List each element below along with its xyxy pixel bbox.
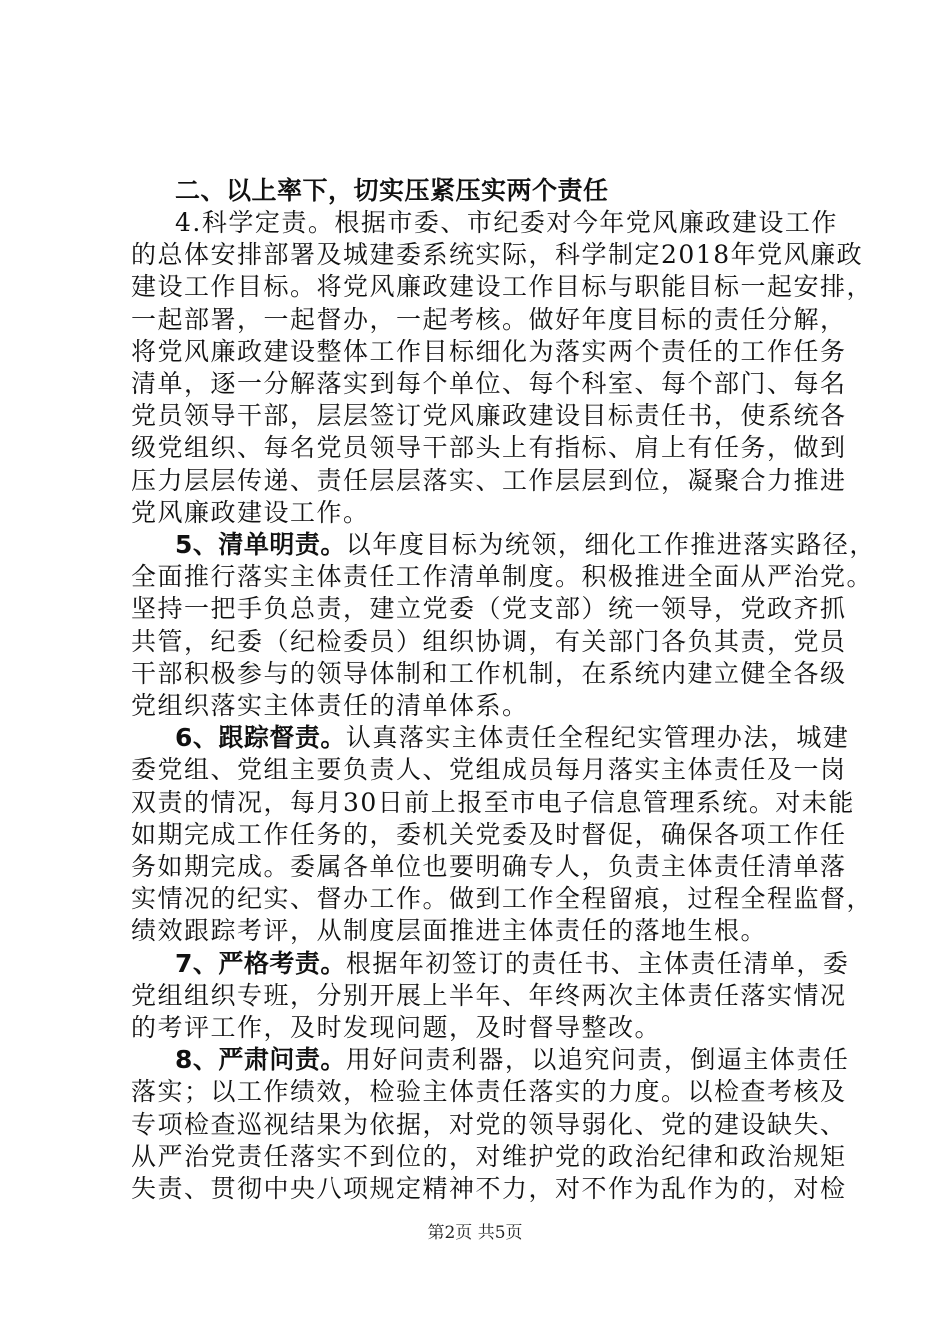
paragraph-line [131, 915, 831, 947]
paragraph-line [131, 754, 847, 786]
paragraph-line [131, 432, 847, 464]
paragraph-text: 的考评工作，及时发现问题，及时督导整改。 [131, 1013, 662, 1043]
paragraph-text: 党组组织专班，分别开展上半年、年终两次主体责任落实情况 [131, 980, 847, 1010]
paragraph-text: 如期完成工作任务的，委机关党委及时督促，确保各项工作任 [131, 819, 847, 849]
paragraph-text: 4.科学定责。根据市委、市纪委对今年党风廉政建设工作 [175, 208, 838, 237]
paragraph-line [131, 1141, 847, 1173]
paragraph-text: 双责的情况，每月30日前上报至市电子信息管理系统。对未能 [131, 787, 855, 817]
paragraph-text: 以年度目标为统领，细化工作推进落实路径， [345, 530, 876, 560]
paragraph-line [131, 497, 831, 529]
paragraph-text: 务如期完成。委属各单位也要明确专人，负责主体责任清单落 [131, 852, 847, 882]
paragraph-text: 干部积极参与的领导体制和工作机制，在系统内建立健全各级 [131, 658, 847, 688]
paragraph-text: 绩效跟踪考评，从制度层面推进主体责任的落地生根。 [131, 916, 768, 946]
paragraph-text: 党员领导干部，层层签订党风廉政建设目标责任书，使系统各 [131, 401, 847, 431]
paragraph-line [131, 690, 831, 722]
paragraph-line [131, 465, 847, 497]
document-body [131, 174, 876, 1205]
paragraph-line [131, 787, 855, 819]
paragraph-text: 认真落实主体责任全程纪实管理办法，城建 [345, 723, 850, 753]
paragraph-line [131, 529, 876, 561]
paragraph-text: 共管，纪委（纪检委员）组织协调，有关部门各负其责，党员 [131, 626, 847, 656]
paragraph-line [131, 883, 874, 915]
paragraph-line [131, 819, 847, 851]
paragraph-line [131, 1109, 847, 1141]
paragraph-line [131, 239, 864, 271]
paragraph-lead: 6、跟踪督责。 [175, 723, 346, 753]
paragraph-line [131, 1076, 847, 1108]
page-footer: 第2页 共5页 [427, 1223, 523, 1243]
paragraph-text: 委党组、党组主要负责人、党组成员每月落实主体责任及一岗 [131, 755, 847, 785]
paragraph-line [131, 980, 847, 1012]
paragraph-list [131, 207, 876, 1205]
paragraph-line [131, 1173, 847, 1205]
paragraph-text: 全面推行落实主体责任工作清单制度。积极推进全面从严治党。 [131, 562, 874, 592]
paragraph-text: 用好问责利器，以追究问责，倒逼主体责任 [345, 1045, 850, 1075]
paragraph-line [131, 722, 850, 754]
paragraph-text: 的总体安排部署及城建委系统实际，科学制定2018年党风廉政 [131, 240, 864, 270]
paragraph-text: 党风廉政建设工作。 [131, 497, 370, 527]
paragraph-text: 落实；以工作绩效，检验主体责任落实的力度。以检查考核及 [131, 1077, 847, 1107]
paragraph-line [131, 304, 847, 336]
paragraph-line [131, 1012, 831, 1044]
paragraph-text: 从严治党责任落实不到位的，对维护党的政治纪律和政治规矩 [131, 1141, 847, 1171]
paragraph-text: 将党风廉政建设整体工作目标细化为落实两个责任的工作任务 [131, 336, 847, 366]
paragraph-text: 压力层层传递、责任层层落实、工作层层到位，凝聚合力推进 [131, 465, 847, 495]
paragraph-line [131, 593, 847, 625]
paragraph-line [131, 336, 847, 368]
paragraph-line [131, 1044, 850, 1076]
section-heading: 二、以上率下，切实压紧压实两个责任 [175, 176, 609, 205]
paragraph-lead: 7、严格考责。 [175, 948, 346, 978]
paragraph-text: 建设工作目标。将党风廉政建设工作目标与职能目标一起安排， [131, 272, 874, 302]
paragraph-text: 实情况的纪实、督办工作。做到工作全程留痕，过程全程监督， [131, 884, 874, 914]
paragraph-line [131, 271, 874, 303]
paragraph [131, 529, 876, 722]
paragraph-text: 根据年初签订的责任书、主体责任清单，委 [345, 948, 850, 978]
paragraph [131, 948, 850, 1045]
paragraph-text: 专项检查巡视结果为依据，对党的领导弱化、党的建设缺失、 [131, 1109, 847, 1139]
paragraph-line [131, 626, 847, 658]
paragraph-line [131, 368, 847, 400]
paragraph-text: 一起部署，一起督办，一起考核。做好年度目标的责任分解， [131, 304, 847, 334]
paragraph-text: 失责、贯彻中央八项规定精神不力，对不作为乱作为的，对检 [131, 1174, 847, 1204]
paragraph-lead: 5、清单明责。 [175, 530, 346, 560]
paragraph-text: 级党组织、每名党员领导干部头上有指标、肩上有任务，做到 [131, 433, 847, 463]
paragraph-line [131, 561, 874, 593]
paragraph-text: 清单，逐一分解落实到每个单位、每个科室、每个部门、每名 [131, 369, 847, 399]
paragraph [131, 1044, 850, 1205]
paragraph [131, 722, 874, 947]
paragraph-text: 坚持一把手负总责，建立党委（党支部）统一领导，党政齐抓 [131, 594, 847, 624]
paragraph [131, 207, 874, 529]
paragraph-line [131, 207, 838, 239]
paragraph-line [131, 400, 847, 432]
paragraph-text: 党组织落实主体责任的清单体系。 [131, 691, 529, 721]
paragraph-line [131, 851, 847, 883]
paragraph-lead: 8、严肃问责。 [175, 1045, 346, 1075]
paragraph-line [131, 948, 850, 980]
paragraph-line [131, 658, 847, 690]
